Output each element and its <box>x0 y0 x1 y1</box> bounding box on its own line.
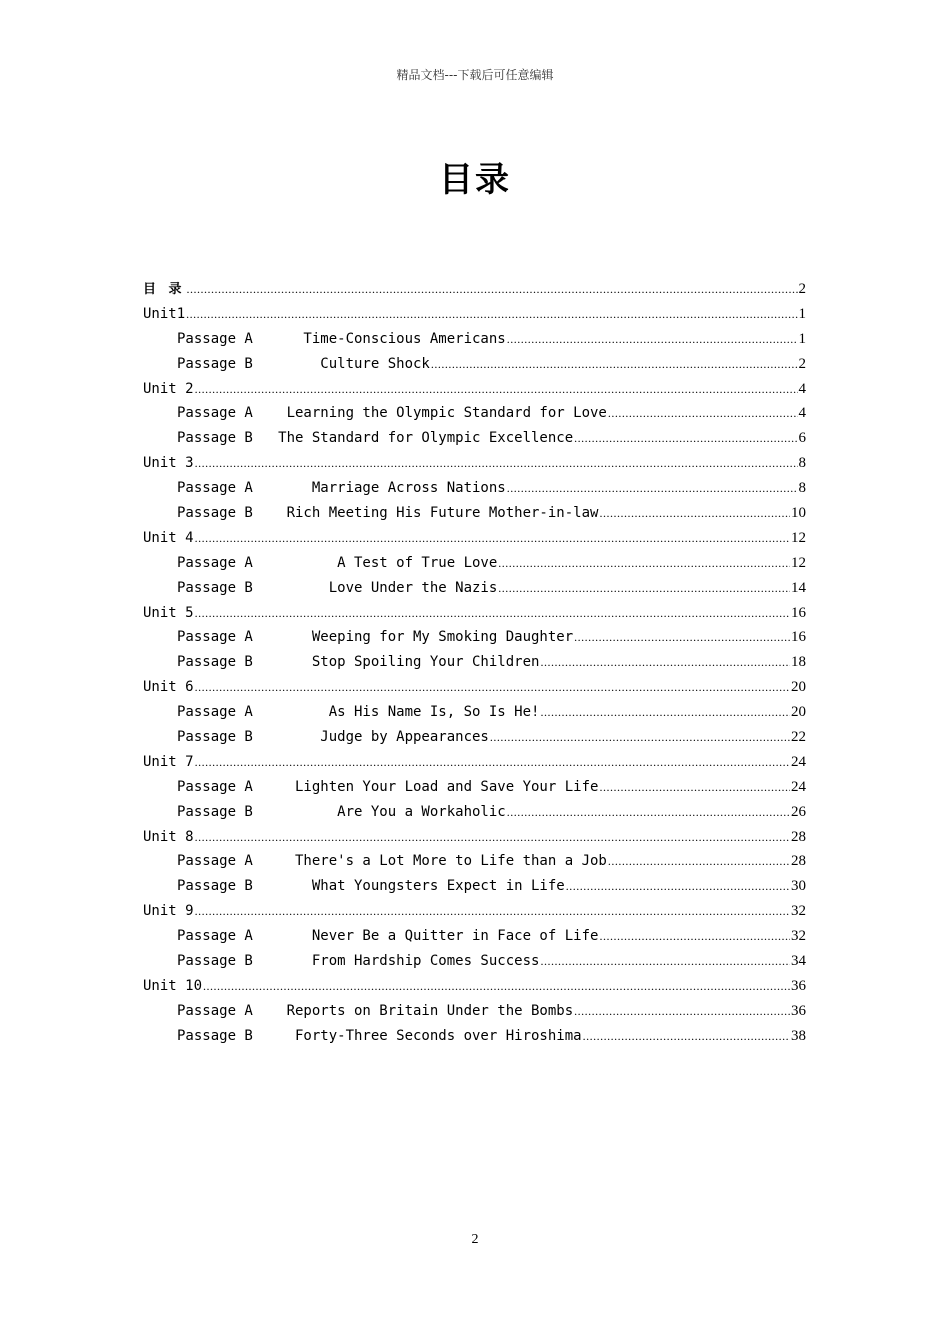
toc-entry-page: 10 <box>791 505 806 522</box>
toc-entry-page: 16 <box>791 604 806 621</box>
toc-entry-page: 1 <box>798 305 806 322</box>
toc-dot-leader <box>540 700 790 725</box>
toc-dot-leader <box>574 999 790 1024</box>
toc-entry-page: 6 <box>798 430 806 447</box>
toc-entry-label: Passage B Rich Meeting His Future Mother-in-law <box>177 505 599 522</box>
toc-entry-label: Unit 10 <box>143 977 203 994</box>
toc-dot-leader <box>599 775 790 800</box>
toc-entry-label: Passage B Forty-Three Seconds over Hiroshima <box>177 1027 582 1044</box>
toc-entry-unit[interactable] <box>143 302 806 327</box>
toc-entry-label: Passage A Reports on Britain Under the Bombs <box>177 1002 574 1019</box>
toc-entry-label: Passage B Are You a Workaholic <box>177 803 506 820</box>
toc-entry-label: Unit1 <box>143 305 186 322</box>
toc-entry-label: Passage B From Hardship Comes Success <box>177 953 540 970</box>
toc-entry-passage[interactable] <box>143 949 806 974</box>
toc-entry-passage[interactable] <box>143 775 806 800</box>
toc-entry-passage[interactable] <box>143 650 806 675</box>
toc-dot-leader <box>574 625 790 650</box>
toc-dot-leader <box>540 949 790 974</box>
toc-dot-leader <box>599 501 790 526</box>
toc-entry-label: Passage B Judge by Appearances <box>177 729 489 746</box>
toc-entry-page: 24 <box>791 753 806 770</box>
toc-dot-leader <box>574 426 797 451</box>
toc-entry-page: 38 <box>791 1027 806 1044</box>
toc-entry-page: 36 <box>791 1002 806 1019</box>
toc-entry-passage[interactable] <box>143 501 806 526</box>
table-of-contents <box>143 277 806 1049</box>
toc-dot-leader <box>187 277 798 302</box>
toc-entry-page: 22 <box>791 729 806 746</box>
toc-dot-leader <box>195 601 790 626</box>
toc-entry-label: Passage B Culture Shock <box>177 355 430 372</box>
toc-dot-leader <box>498 551 790 576</box>
toc-entry-passage[interactable] <box>143 874 806 899</box>
toc-entry-unit[interactable] <box>143 277 806 302</box>
toc-dot-leader <box>195 377 798 402</box>
toc-entry-passage[interactable] <box>143 576 806 601</box>
toc-entry-label: Passage A Time-Conscious Americans <box>177 330 506 347</box>
toc-dot-leader <box>608 401 798 426</box>
toc-entry-passage[interactable] <box>143 327 806 352</box>
toc-entry-label: Passage A A Test of True Love <box>177 554 498 571</box>
toc-entry-label: Passage A Learning the Olympic Standard for Love <box>177 405 607 422</box>
toc-entry-label: Passage A Weeping for My Smoking Daughter <box>177 629 574 646</box>
toc-entry-passage[interactable] <box>143 800 806 825</box>
toc-dot-leader <box>608 849 790 874</box>
toc-entry-label: Unit 7 <box>143 753 194 770</box>
toc-entry-page: 2 <box>798 355 806 372</box>
toc-entry-unit[interactable] <box>143 974 806 999</box>
toc-entry-label: Unit 2 <box>143 380 194 397</box>
toc-entry-passage[interactable] <box>143 999 806 1024</box>
toc-entry-passage[interactable] <box>143 476 806 501</box>
toc-entry-label: Passage B What Youngsters Expect in Life <box>177 878 565 895</box>
toc-entry-unit[interactable] <box>143 526 806 551</box>
toc-entry-page: 24 <box>791 778 806 795</box>
toc-entry-label: Unit 8 <box>143 828 194 845</box>
toc-entry-page: 4 <box>798 380 806 397</box>
toc-entry-page: 4 <box>798 405 806 422</box>
toc-dot-leader <box>195 899 790 924</box>
page-number: 2 <box>471 1232 479 1247</box>
toc-dot-leader <box>195 451 798 476</box>
toc-entry-passage[interactable] <box>143 849 806 874</box>
toc-entry-label: Passage A Marriage Across Nations <box>177 480 506 497</box>
toc-entry-passage[interactable] <box>143 426 806 451</box>
toc-entry-label: Passage B Love Under the Nazis <box>177 579 498 596</box>
toc-entry-label: Passage B The Standard for Olympic Excellence <box>177 430 574 447</box>
toc-dot-leader <box>540 650 790 675</box>
header-note: 精品文档---下载后可任意编辑 <box>396 68 554 82</box>
toc-dot-leader <box>583 1024 790 1049</box>
toc-entry-page: 20 <box>791 679 806 696</box>
toc-dot-leader <box>195 526 790 551</box>
toc-dot-leader <box>507 800 790 825</box>
toc-entry-label: Passage B Stop Spoiling Your Children <box>177 654 540 671</box>
toc-entry-page: 28 <box>791 828 806 845</box>
toc-entry-passage[interactable] <box>143 551 806 576</box>
toc-entry-unit[interactable] <box>143 750 806 775</box>
toc-dot-leader <box>203 974 790 999</box>
toc-entry-unit[interactable] <box>143 601 806 626</box>
toc-entry-unit[interactable] <box>143 451 806 476</box>
toc-entry-passage[interactable] <box>143 1024 806 1049</box>
toc-entry-page: 2 <box>798 281 806 297</box>
toc-dot-leader <box>599 924 790 949</box>
toc-entry-page: 28 <box>791 853 806 870</box>
toc-entry-page: 26 <box>791 803 806 820</box>
page-title: 目录 <box>439 160 511 200</box>
toc-entry-page: 32 <box>791 928 806 945</box>
toc-entry-page: 8 <box>798 455 806 472</box>
toc-entry-label: Passage A There's a Lot More to Life than a Job <box>177 853 607 870</box>
toc-entry-label: Passage A Lighten Your Load and Save Your Life <box>177 778 599 795</box>
toc-entry-page: 34 <box>791 953 806 970</box>
toc-dot-leader <box>507 476 798 501</box>
toc-entry-label: Unit 6 <box>143 679 194 696</box>
toc-entry-passage[interactable] <box>143 352 806 377</box>
toc-entry-label: Passage A Never Be a Quitter in Face of Life <box>177 928 599 945</box>
toc-dot-leader <box>566 874 790 899</box>
toc-dot-leader <box>507 327 798 352</box>
toc-dot-leader <box>195 675 790 700</box>
toc-entry-unit[interactable] <box>143 377 806 402</box>
toc-entry-unit[interactable] <box>143 825 806 850</box>
toc-entry-page: 14 <box>791 579 806 596</box>
toc-entry-passage[interactable] <box>143 725 806 750</box>
toc-entry-page: 20 <box>791 704 806 721</box>
toc-entry-unit[interactable] <box>143 899 806 924</box>
toc-entry-page: 12 <box>791 529 806 546</box>
toc-dot-leader <box>195 750 790 775</box>
toc-entry-passage[interactable] <box>143 625 806 650</box>
toc-entry-page: 18 <box>791 654 806 671</box>
toc-entry-page: 12 <box>791 554 806 571</box>
toc-entry-passage[interactable] <box>143 401 806 426</box>
toc-entry-label: 目 录 <box>143 282 186 297</box>
toc-dot-leader <box>431 352 798 377</box>
toc-entry-passage[interactable] <box>143 924 806 949</box>
toc-entry-page: 8 <box>798 480 806 497</box>
toc-dot-leader <box>490 725 790 750</box>
toc-entry-label: Unit 3 <box>143 455 194 472</box>
toc-entry-label: Unit 4 <box>143 529 194 546</box>
toc-entry-page: 1 <box>798 330 806 347</box>
toc-dot-leader <box>195 825 790 850</box>
toc-entry-unit[interactable] <box>143 675 806 700</box>
toc-entry-label: Unit 9 <box>143 903 194 920</box>
toc-entry-page: 32 <box>791 903 806 920</box>
toc-dot-leader <box>498 576 790 601</box>
toc-dot-leader <box>186 302 797 327</box>
toc-entry-page: 36 <box>791 977 806 994</box>
toc-entry-label: Unit 5 <box>143 604 194 621</box>
toc-entry-page: 16 <box>791 629 806 646</box>
toc-entry-passage[interactable] <box>143 700 806 725</box>
toc-entry-page: 30 <box>791 878 806 895</box>
toc-entry-label: Passage A As His Name Is, So Is He! <box>177 704 540 721</box>
